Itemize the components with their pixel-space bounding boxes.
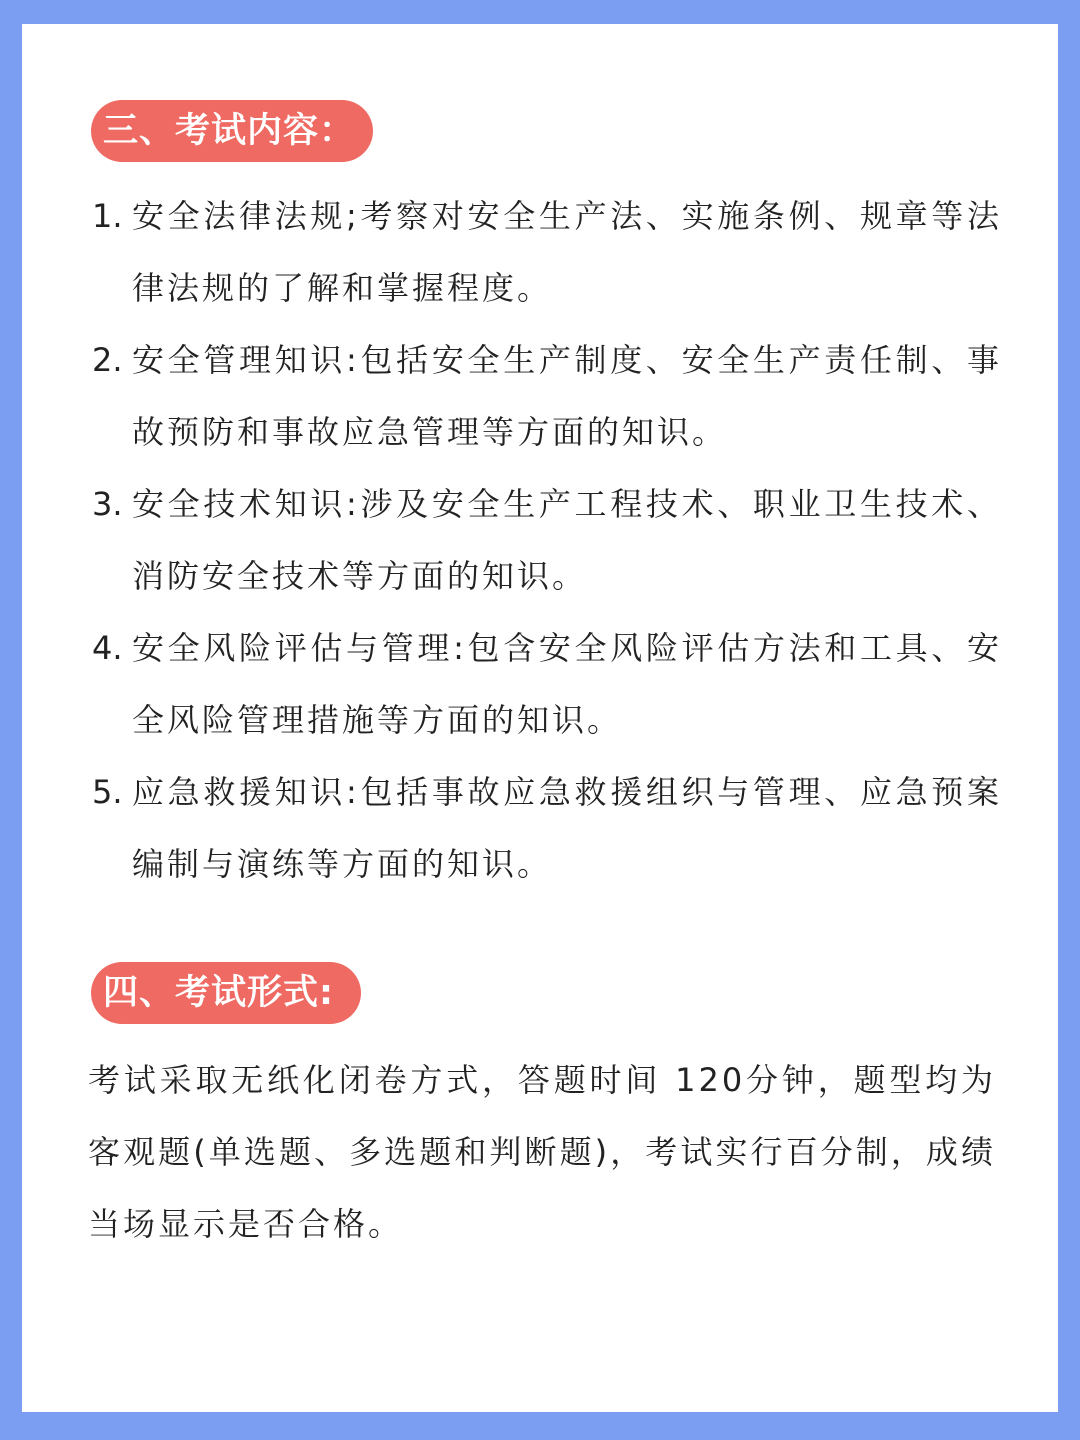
exam-content-list	[92, 180, 1002, 900]
list-item	[92, 756, 1002, 900]
item-number: 3.	[92, 485, 123, 523]
item-number: 2.	[92, 341, 123, 379]
list-item	[92, 612, 1002, 756]
item-text: 应急救援知识:包括事故应急救援组织与管理、应急预案编制与演练等方面的知识。	[132, 773, 1002, 883]
list-item	[92, 468, 1002, 612]
item-text: 安全法律法规;考察对安全生产法、实施条例、规章等法律法规的了解和掌握程度。	[132, 197, 1002, 307]
item-number: 4.	[92, 629, 123, 667]
content-card	[22, 24, 1058, 1412]
exam-format-paragraph: 考试采取无纸化闭卷方式，答题时间 120分钟，题型均为客观题(单选题、多选题和判断题)，考试实行百分制，成绩当场显示是否合格。	[88, 1061, 996, 1243]
item-number: 1.	[92, 197, 123, 235]
list-item	[92, 180, 1002, 324]
list-item	[92, 324, 1002, 468]
item-text: 安全技术知识:涉及安全生产工程技术、职业卫生技术、消防安全技术等方面的知识。	[132, 485, 1002, 595]
item-text: 安全管理知识:包括安全生产制度、安全生产责任制、事故预防和事故应急管理等方面的知识。	[132, 341, 1002, 451]
item-number: 5.	[92, 773, 123, 811]
item-text: 安全风险评估与管理:包含安全风险评估方法和工具、安全风险管理措施等方面的知识。	[132, 629, 1002, 739]
section-4-title: 四、考试形式:	[91, 962, 361, 1024]
section-3-title: 三、考试内容：	[91, 100, 373, 162]
